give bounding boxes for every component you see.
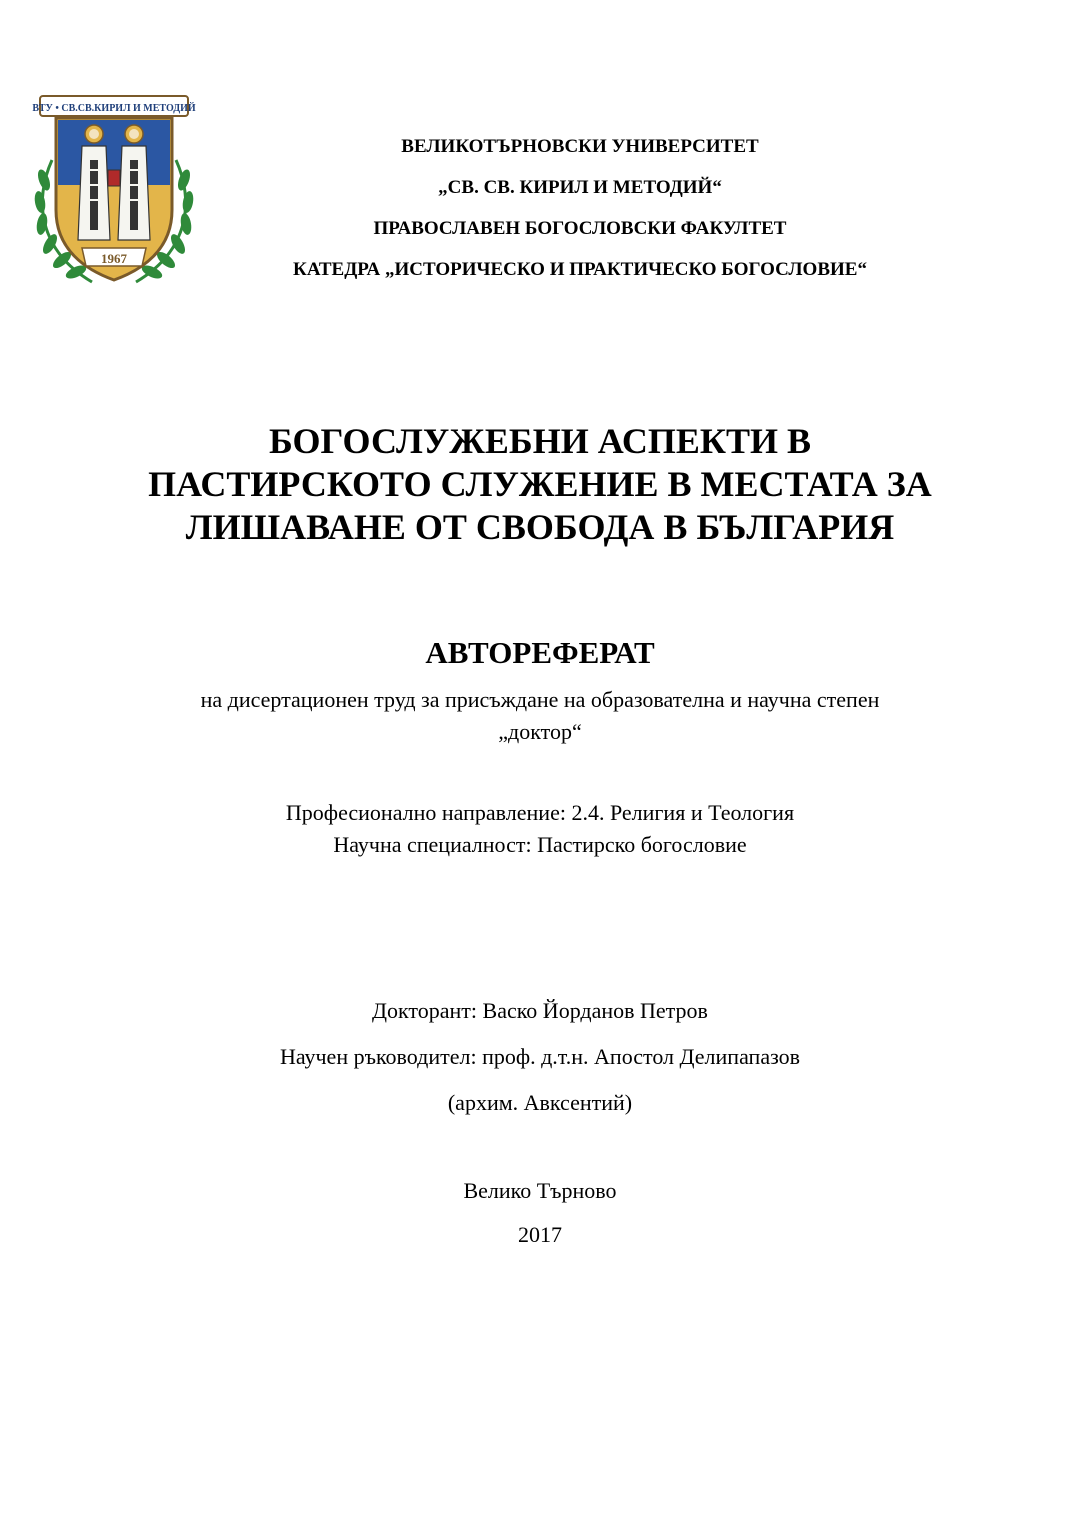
degree-description-line-1: на дисертационен труд за присъждане на образователна и научна степен xyxy=(200,687,880,712)
faculty-name: ПРАВОСЛАВЕН БОГОСЛОВСКИ ФАКУЛТЕТ xyxy=(373,218,787,239)
university-name: ВЕЛИКОТЪРНОВСКИ УНИВЕРСИТЕТ xyxy=(401,136,759,157)
abstract-heading: АВТОРЕФЕРАТ xyxy=(425,635,655,670)
university-header xyxy=(230,126,930,290)
doctoral-student: Докторант: Васко Йорданов Петров xyxy=(372,998,708,1023)
title-line-1: БОГОСЛУЖЕБНИ АСПЕКТИ В xyxy=(268,421,812,461)
place-and-year xyxy=(60,1169,1020,1257)
title-line-2: ПАСТИРСКОТО СЛУЖЕНИЕ В МЕСТАТА ЗА xyxy=(148,464,932,504)
degree-description xyxy=(60,684,1020,748)
degree-description-line-2: „доктор“ xyxy=(498,719,582,744)
motto-ribbon xyxy=(32,96,196,116)
dissertation-title xyxy=(60,420,1020,549)
city: Велико Търново xyxy=(463,1178,617,1203)
year: 2017 xyxy=(518,1222,562,1247)
shield-icon xyxy=(56,118,172,280)
title-line-3: ЛИШАВАНЕ ОТ СВОБОДА В БЪЛГАРИЯ xyxy=(185,507,895,547)
supervisor-title: (архим. Авксентий) xyxy=(447,1090,633,1115)
department-name: КАТЕДРА „ИСТОРИЧЕСКО И ПРАКТИЧЕСКО БОГОСЛОВИЕ“ xyxy=(293,259,867,280)
university-crest-logo xyxy=(32,90,196,292)
supervisor: Научен ръководител: проф. д.т.н. Апостол Делипапазов xyxy=(279,1044,801,1069)
motto-text: ВТУ • СВ.СВ.КИРИЛ И МЕТОДИЙ xyxy=(32,103,196,114)
university-patrons: „СВ. СВ. КИРИЛ И МЕТОДИЙ“ xyxy=(438,177,722,198)
crest-year: 1967 xyxy=(101,251,127,266)
field-info xyxy=(60,797,1020,861)
scientific-specialty: Научна специалност: Пастирско богословие xyxy=(333,832,747,857)
professional-direction: Професионално направление: 2.4. Религия и Теология xyxy=(285,800,795,825)
people-info xyxy=(60,988,1020,1126)
